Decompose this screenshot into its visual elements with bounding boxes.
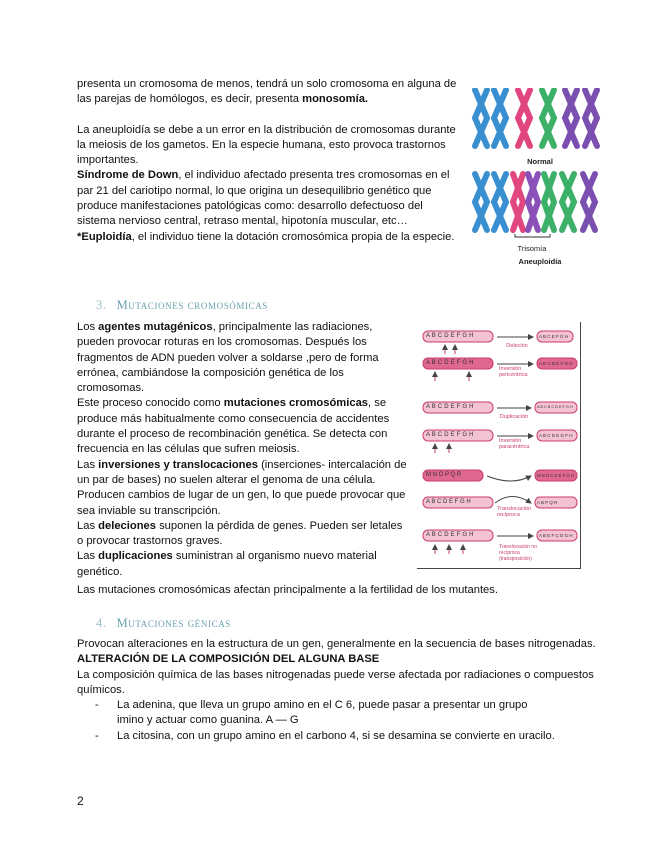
gene-seq-3b: A B C B C D E F G H — [537, 405, 573, 409]
section-3-number: 3. — [96, 298, 107, 312]
text-run: , el individuo tiene la dotación cromosómica propia de la especie. — [131, 230, 455, 243]
label-aneuploidia: Aneuploidía — [518, 257, 562, 266]
paragraph-agentes — [77, 320, 411, 396]
term-down: Síndrome de Down — [77, 169, 179, 182]
bullet-dash: - — [95, 729, 99, 742]
paragraph-mutaciones — [77, 396, 411, 457]
normal-row — [475, 90, 597, 146]
chromosome-blue-2 — [494, 90, 506, 146]
term-inversiones: inversiones y translocaciones — [98, 458, 258, 471]
paragraph-aneuploidia: La aneuploidía se debe a un error en la distribución de cromosomas durante la meiosis de los gametos. En la especie humana, esto provoca trastornos importantes. — [77, 123, 456, 167]
section-3-title: Mutaciones cromosómicas — [116, 298, 268, 312]
section-4-title: Mutaciones génicas — [116, 616, 231, 630]
chromosome-purple-2 — [585, 90, 597, 146]
text-run: , se produce más habitualmente como consecuencia de accidentes durante el proceso de recombinación genética. Se detecta con frecuencia en las células que sufren meiosis. — [77, 397, 390, 456]
chromosome-mutations-figure — [417, 322, 581, 569]
section-4-heading — [96, 616, 231, 631]
paragraph-monosomia — [77, 77, 457, 108]
paragraph-composicion: La composición química de las bases nitrogenadas puede verse afectada por radiaciones o compuestos químicos. — [77, 668, 594, 696]
gene-seq-4a: A B C D E F G H — [426, 432, 474, 438]
text-run: Las — [77, 519, 99, 532]
gene-seq-2b: A D C B E F G H — [539, 361, 573, 366]
text-run: Este proceso conocido como — [77, 397, 224, 410]
subheading-text: ALTERACIÓN DE LA COMPOSICIÓN DEL ALGUNA BASE — [77, 653, 380, 666]
text-run: suponen la pérdida de genes. Pueden ser letales o provocar trastornos graves. — [77, 519, 403, 548]
bullet-dash: - — [95, 699, 99, 712]
gene-seq-6a: A B C D E F G H — [426, 532, 474, 538]
text-run: , el individuo afectado presenta tres cromosomas en el par 21 del cariotipo normal, lo que origina un desequilibrio genético que produce manifestaciones patológicas como: desarrollo defectuoso del sistema nervioso central, retraso mental, hipotonía muscular, etc… — [77, 169, 450, 228]
paragraph-euploidia — [77, 230, 457, 245]
gene-seq-6b: A B E F C D G H — [539, 533, 573, 538]
text-run: Los — [77, 321, 99, 333]
text-run: Las — [77, 458, 99, 471]
paragraph-duplicaciones — [77, 549, 411, 580]
spacer — [77, 108, 457, 123]
section-3-heading — [96, 298, 268, 313]
label-deletion: Deleción — [506, 343, 528, 349]
label-trans-nonrec: Translocación no recíproca (transposición) — [499, 544, 537, 562]
text-run: presenta un cromosoma de menos, tendrá un solo cromosoma en alguna de las parejas de homólogos, es decir, presenta — [77, 78, 457, 106]
term-deleciones: deleciones — [98, 519, 156, 532]
paragraph-deleciones — [77, 519, 411, 550]
term-monosomia: monosomía. — [302, 93, 369, 106]
label-trans-rec: Translocación recíproca — [497, 506, 532, 518]
label-normal: Normal — [527, 157, 553, 166]
gene-seq-5c: M N O C D E F G H — [537, 473, 574, 478]
label-duplication: Duplicación — [499, 414, 529, 420]
section-4-number: 4. — [96, 616, 107, 630]
gene-seq-1a: A B C D E F G H — [426, 333, 474, 339]
trisomy-row — [475, 174, 595, 237]
bullet-citosina — [77, 729, 597, 744]
gene-seq-1b: A B C E F G H — [539, 334, 569, 339]
subheading-alteracion — [77, 652, 597, 667]
text-run: suministran al organismo nuevo material genético. — [77, 550, 377, 578]
term-duplicaciones: duplicaciones — [98, 550, 173, 563]
label-inv-peri: Inversión pericéntrica — [499, 366, 528, 378]
label-inv-para: Inversión paracéntrica — [499, 438, 530, 450]
gene-seq-4b: A B C D E G F H — [539, 433, 573, 438]
gene-seq-5a: M N O P Q R — [426, 472, 462, 478]
gene-seq-5d: A B P Q R — [537, 500, 558, 505]
paragraph-inversiones — [77, 458, 411, 519]
paragraph-fertilidad: Las mutaciones cromosómicas afectan principalmente a la fertilidad de los mutantes. — [77, 584, 498, 596]
bullet-text: La citosina, con un grupo amino en el carbono 4, si se desamina se convierte en uracilo. — [117, 729, 555, 742]
label-trisomia: Trisomía — [517, 244, 547, 253]
section-3-body — [77, 320, 411, 580]
section-4-body — [77, 637, 597, 744]
chromosome-purple-1 — [565, 90, 577, 146]
chromosome-green-1 — [542, 90, 554, 146]
paragraph-down — [77, 168, 457, 229]
page-number: 2 — [77, 794, 84, 808]
bullet-adenina — [77, 698, 597, 729]
paragraph-alteraciones: Provocan alteraciones en la estructura de un gen, generalmente en la secuencia de bases nitrogenadas. — [77, 638, 596, 650]
term-euploidia: *Euploidía — [77, 230, 132, 243]
term-mutaciones: mutaciones cromosómicas — [223, 397, 369, 410]
bullet-text: La adenina, que lleva un grupo amino en el C 6, puede pasar a presentar un grupo imino y actuar como guanina. A — G — [117, 699, 528, 727]
chromosome-blue-1 — [475, 90, 487, 146]
text-run: Las — [77, 550, 99, 563]
text-run: (inserciones- intercalación de un par de bases) no suelen alterar el genoma de una célula. Producen cambios de lugar de un gen, lo que puede provocar que sea inviable su transcripción. — [77, 458, 407, 517]
chromosome-pink-1 — [518, 90, 530, 146]
gene-seq-3a: A B C D E F G H — [426, 404, 474, 410]
term-agentes: agentes mutagénicos — [98, 321, 213, 333]
aneuploidy-figure — [470, 88, 610, 268]
intro-text — [77, 77, 457, 245]
text-run: , principalmente las radiaciones, pueden provocar roturas en los cromosomas. Después los fragmentos de ADN pueden volver a soldarse ,pero de forma errónea, cambiándose la composición genética de los cromosomas. — [77, 321, 379, 395]
gene-seq-5b: A B C D E F G H — [426, 499, 471, 505]
gene-seq-2a: A B C D E F G H — [426, 360, 474, 366]
